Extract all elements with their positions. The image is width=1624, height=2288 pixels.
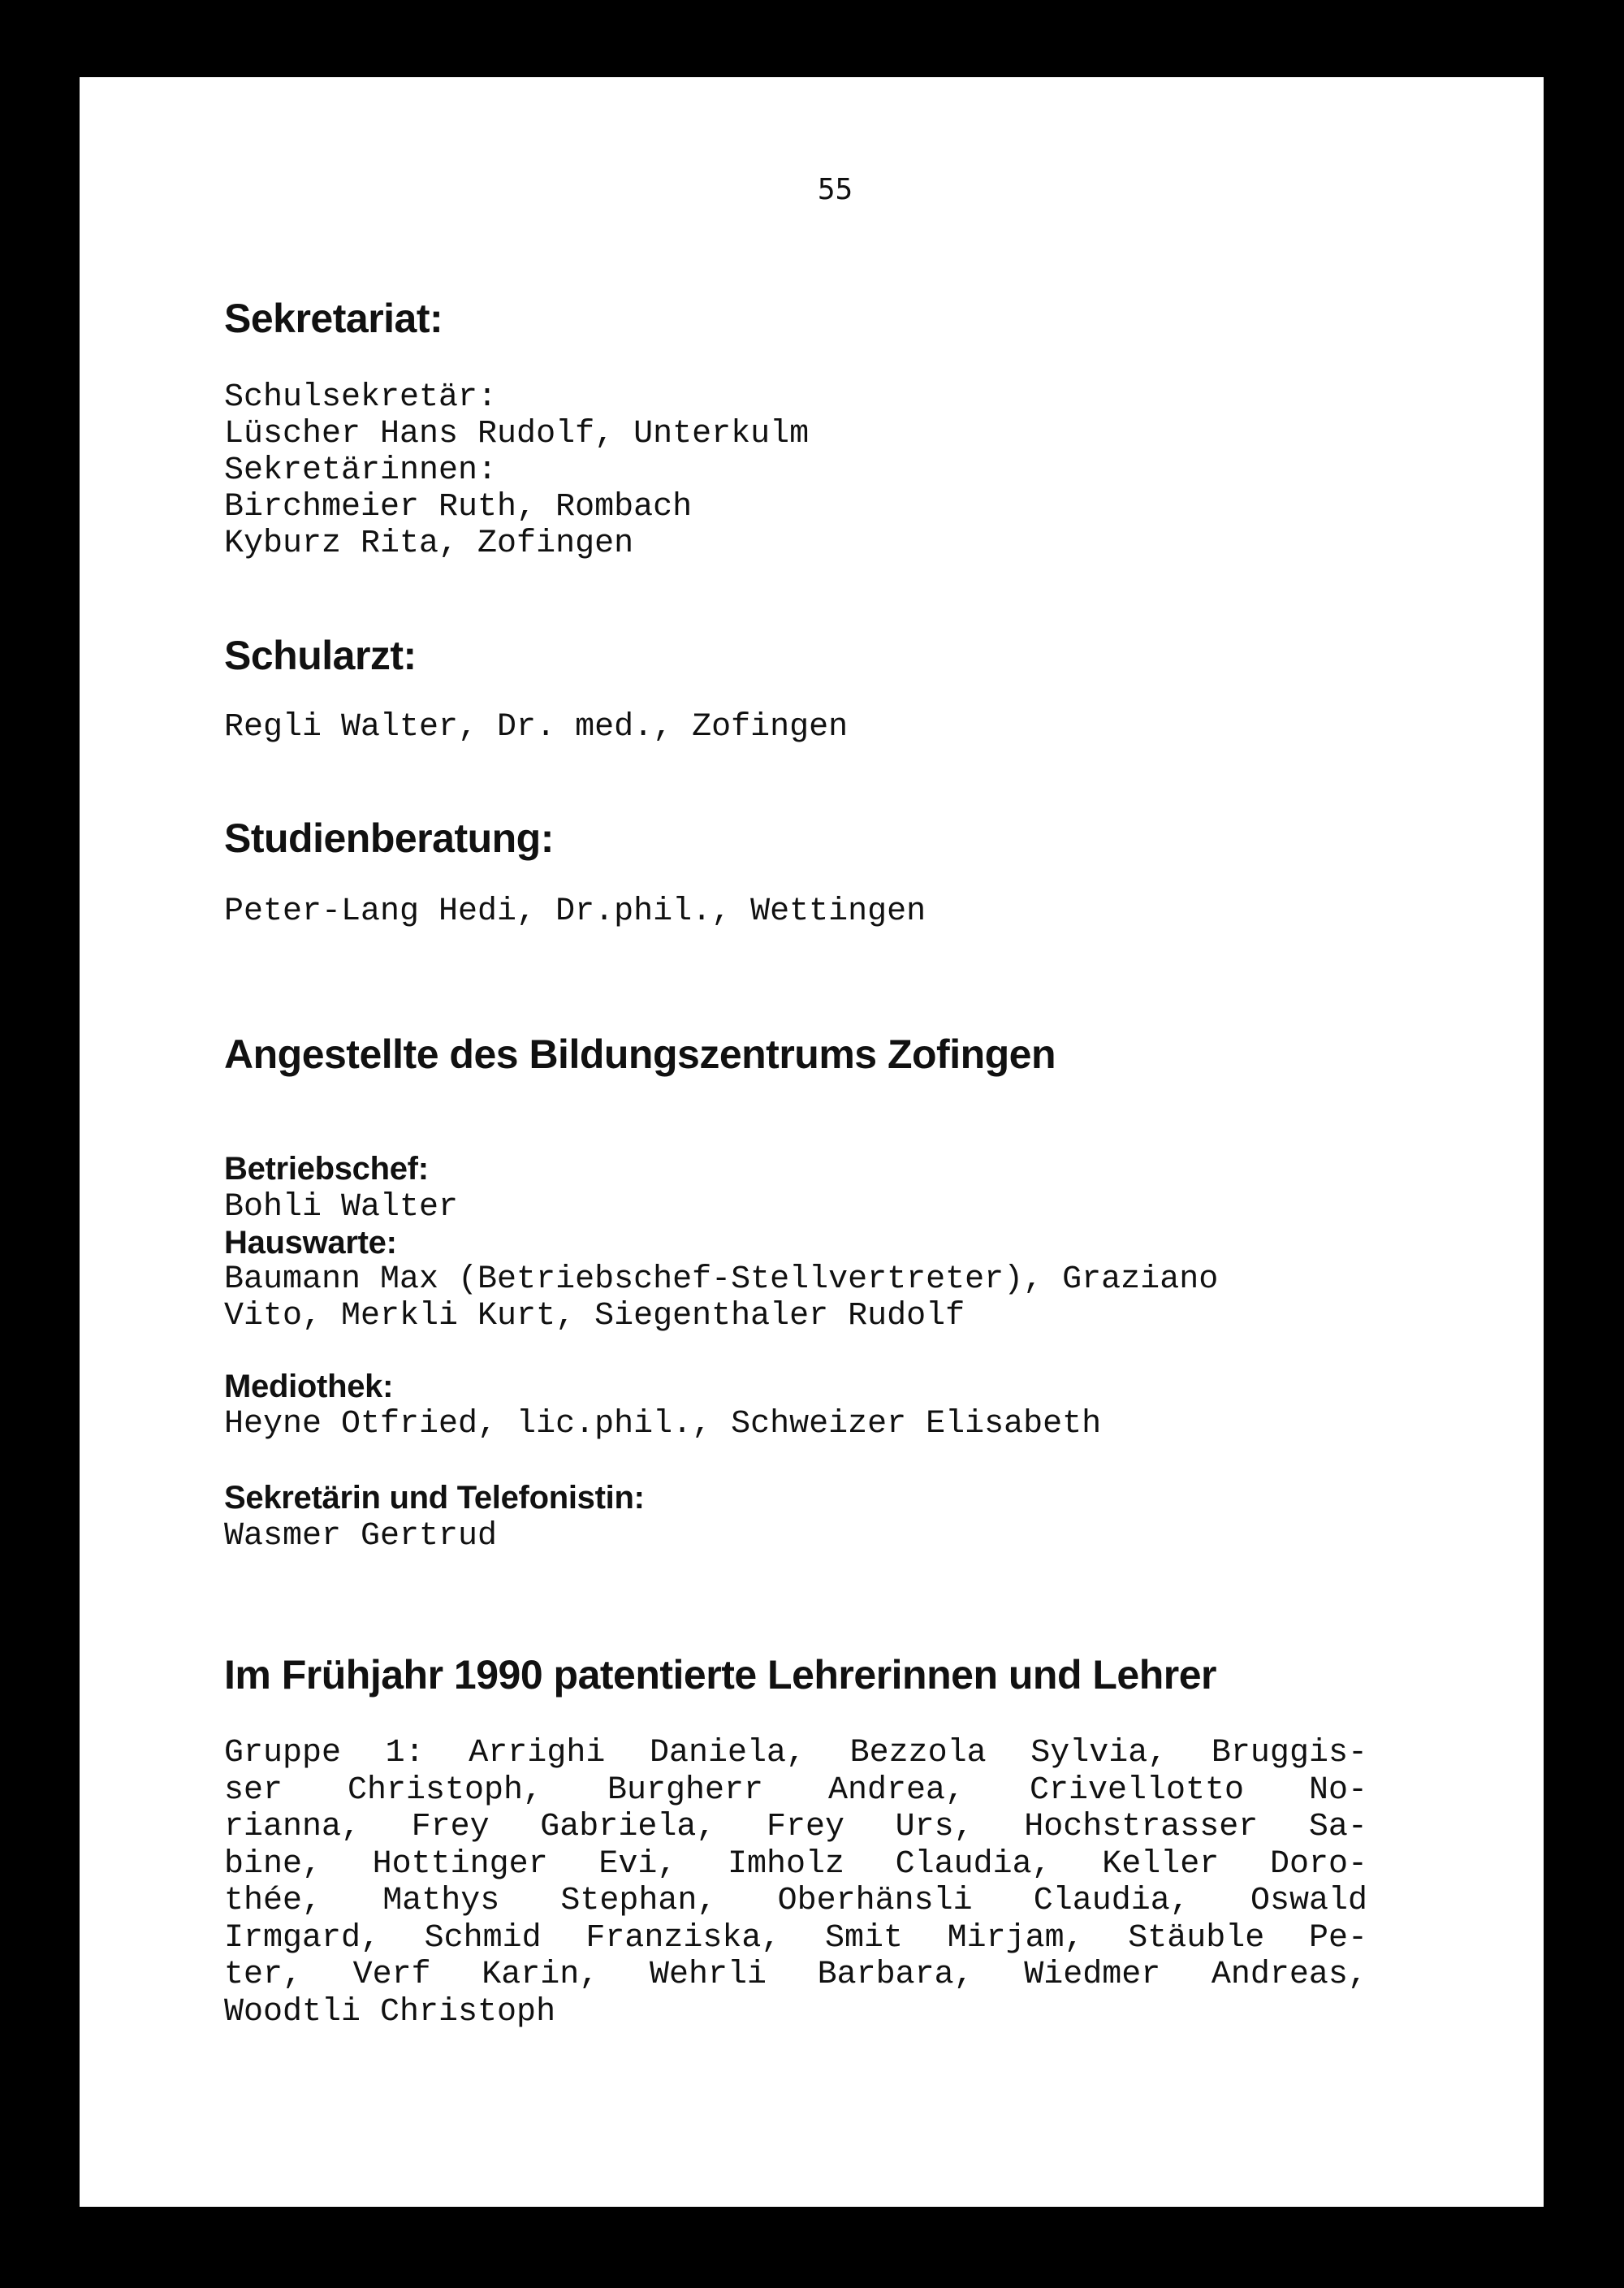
heading-schularzt: Schularzt: — [224, 633, 417, 678]
word: rianna, — [224, 1809, 361, 1845]
word: Evi, — [598, 1845, 677, 1883]
word: Barbara, — [817, 1957, 974, 1993]
paragraph-line — [224, 1957, 1367, 1994]
sekretariat-list — [224, 379, 809, 562]
word: Crivellotto — [1029, 1771, 1244, 1809]
word: Stäuble — [1128, 1919, 1265, 1957]
word: Verf — [352, 1957, 431, 1993]
word: bine, — [224, 1845, 322, 1883]
paragraph-line — [224, 1846, 1367, 1884]
word: thée, — [224, 1883, 322, 1919]
word: Oberhänsli — [777, 1883, 973, 1919]
heading-angestellte: Angestellte des Bildungszentrums Zofingen — [224, 1032, 1056, 1077]
paragraph-line — [224, 1809, 1367, 1846]
value-betriebschef: Bohli Walter — [224, 1189, 459, 1226]
paragraph-line — [224, 1883, 1367, 1920]
document-page — [80, 77, 1544, 2207]
word: ser — [224, 1771, 283, 1809]
word: Schmid — [424, 1919, 542, 1957]
hauswarte-line: Baumann Max (Betriebschef-Stellvertreter), Graziano — [224, 1261, 1219, 1298]
heading-studienberatung: Studienberatung: — [224, 815, 554, 861]
sekretariat-line: Kyburz Rita, Zofingen — [224, 526, 634, 562]
word: Bezzola — [849, 1735, 987, 1771]
word: Urs, — [895, 1809, 974, 1845]
word: Christoph — [380, 1993, 556, 2031]
patentiert-paragraph — [224, 1735, 1367, 2031]
label-hauswarte: Hauswarte: — [224, 1225, 397, 1261]
word: Pe- — [1308, 1919, 1367, 1957]
paragraph-line — [224, 1772, 1367, 1810]
word: Mirjam, — [947, 1919, 1084, 1957]
label-mediothek: Mediothek: — [224, 1369, 394, 1404]
label-sekretaerin: Sekretärin und Telefonistin: — [224, 1480, 645, 1516]
hauswarte-list — [224, 1261, 1218, 1334]
schularzt-line: Regli Walter, Dr. med., Zofingen — [224, 709, 849, 746]
page-number: 55 — [817, 173, 853, 206]
paragraph-line — [224, 1994, 1367, 2031]
word: Andrea, — [827, 1771, 965, 1809]
word: Hottinger — [372, 1845, 548, 1883]
hauswarte-line: Vito, Merkli Kurt, Siegenthaler Rudolf — [224, 1298, 965, 1334]
word: Burgherr — [607, 1771, 763, 1809]
value-sekretaerin: Wasmer Gertrud — [224, 1518, 498, 1555]
word: Sa- — [1308, 1809, 1367, 1845]
word: Sylvia, — [1030, 1735, 1168, 1771]
word: Arrighi — [469, 1735, 606, 1771]
word: Irmgard, — [224, 1919, 381, 1957]
word: Claudia, — [1033, 1883, 1190, 1919]
word: ter, — [224, 1957, 303, 1993]
word: Daniela, — [649, 1735, 806, 1771]
heading-patentiert: Im Frühjahr 1990 patentierte Lehrerinnen und Lehrer — [224, 1652, 1217, 1698]
label-betriebschef: Betriebschef: — [224, 1151, 429, 1187]
word: Andreas, — [1211, 1957, 1367, 1993]
heading-sekretariat: Sekretariat: — [224, 296, 443, 341]
word: Keller — [1102, 1845, 1220, 1883]
word: Claudia, — [895, 1845, 1052, 1883]
word: Hochstrasser — [1024, 1809, 1259, 1845]
word: Mathys — [382, 1883, 500, 1919]
word: Imholz — [727, 1845, 844, 1883]
word: Doro- — [1269, 1845, 1367, 1883]
word: Wiedmer — [1024, 1957, 1161, 1993]
word: Frey — [766, 1809, 844, 1845]
word: Franziska, — [585, 1919, 781, 1957]
sekretariat-line: Lüscher Hans Rudolf, Unterkulm — [224, 416, 810, 452]
word: Woodtli — [224, 1993, 361, 2031]
studienberatung-line: Peter-Lang Hedi, Dr.phil., Wettingen — [224, 893, 926, 930]
word: Wehrli — [649, 1957, 767, 1993]
word: Smit — [824, 1919, 903, 1957]
word: Stephan, — [560, 1883, 717, 1919]
value-mediothek: Heyne Otfried, lic.phil., Schweizer Elisabeth — [224, 1406, 1102, 1442]
word: Bruggis- — [1211, 1735, 1367, 1771]
word: No- — [1308, 1771, 1367, 1809]
word: Gabriela, — [540, 1809, 716, 1845]
paragraph-line — [224, 1920, 1367, 1957]
word: Gruppe — [224, 1735, 342, 1771]
sekretariat-line: Sekretärinnen: — [224, 452, 498, 489]
sekretariat-line: Schulsekretär: — [224, 379, 498, 416]
paragraph-line — [224, 1735, 1367, 1772]
word: Christoph, — [347, 1771, 543, 1809]
word: Karin, — [482, 1957, 599, 1993]
word: Oswald — [1250, 1883, 1367, 1919]
word: Frey — [411, 1809, 490, 1845]
word: 1: — [385, 1735, 425, 1771]
sekretariat-line: Birchmeier Ruth, Rombach — [224, 489, 693, 526]
